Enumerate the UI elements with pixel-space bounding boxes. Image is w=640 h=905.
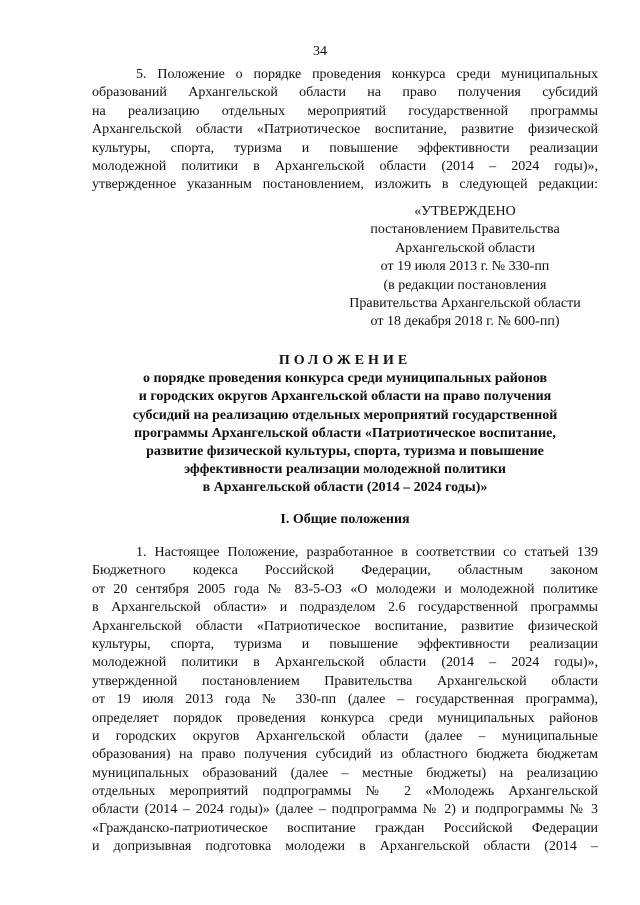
intro-line: утвержденное указанным постановлением, изложить в следующей редакции: xyxy=(92,177,598,193)
clause-line: и допризывная подготовка молодежи в Архангельской области (2014 – xyxy=(92,839,598,855)
title-line: о порядке проведения конкурса среди муниципальных районов xyxy=(142,371,548,387)
clause-line: отдельных мероприятий подпрограммы № 2 «Молодежь Архангельской xyxy=(92,784,598,800)
clause-line: муниципальных образований (далее – местные бюджеты) на реализацию xyxy=(92,765,598,781)
title-line: программы Архангельской области «Патриотическое воспитание, xyxy=(134,425,556,441)
clause-line: «Гражданско-патриотическое воспитание граждан Российской Федерации xyxy=(92,820,598,836)
clause-line: определяет порядок проведения конкурса среди муниципальных районов xyxy=(92,710,598,726)
section-heading: I. Общие положения xyxy=(280,512,410,527)
clause-line: культуры, спорта, туризма и повышение эффективности реализации xyxy=(92,636,598,652)
intro-line: Архангельской области «Патриотическое воспитание, развитие физической xyxy=(92,122,598,138)
clause-line: Бюджетного кодекса Российской Федерации, областным законом xyxy=(92,563,598,579)
document-type: ПОЛОЖЕНИЕ xyxy=(278,353,412,368)
approval-line: Архангельской области xyxy=(395,240,535,256)
clause-line: 1. Настоящее Положение, разработанное в соответствии со статьей 139 xyxy=(136,545,598,560)
approval-line: от 18 декабря 2018 г. № 600-пп) xyxy=(370,314,560,330)
approval-stamp xyxy=(330,203,600,332)
clause-line: от 20 сентября 2005 года № 83-5-ОЗ «О молодежи и молодежной политике xyxy=(92,581,598,597)
intro-line: образований Архангельской области на право получения субсидий xyxy=(92,85,598,101)
approval-line: Правительства Архангельской области xyxy=(349,295,581,311)
title-line: и городских округов Архангельской области на право получения xyxy=(138,389,552,405)
clause-1-paragraph xyxy=(92,544,598,857)
clause-line: от 19 июля 2013 года № 330-пп (далее – государственная программа), xyxy=(92,692,598,708)
title-line: в Архангельской области (2014 – 2024 годы)» xyxy=(202,480,488,496)
title-line: эффективности реализации молодежной политики xyxy=(184,462,506,478)
clause-line: области (2014 – 2024 годы)» (далее – подпрограмма № 2) и подпрограммы № 3 xyxy=(92,802,598,818)
approval-line: постановлением Правительства xyxy=(370,222,560,238)
clause-line: Архангельской области «Патриотическое воспитание, развитие физической xyxy=(92,618,598,634)
title-line: развитие физической культуры, спорта, туризма и повышение xyxy=(146,443,544,459)
clause-line: утвержденной постановлением Правительства Архангельской области xyxy=(92,673,598,689)
approval-line: от 19 июля 2013 г. № 330-пп xyxy=(380,259,550,275)
intro-paragraph xyxy=(92,66,598,195)
intro-line: молодежной политики в Архангельской области (2014 – 2024 годы)», xyxy=(92,158,598,174)
title-line: субсидий на реализацию отдельных мероприятий государственной xyxy=(132,407,558,423)
intro-line: культуры, спорта, туризма и повышение эффективности реализации xyxy=(92,140,598,156)
page-number: 34 xyxy=(313,44,327,59)
clause-line: молодежной политики в Архангельской области (2014 – 2024 годы)», xyxy=(92,655,598,671)
approval-line: (в редакции постановления xyxy=(383,277,547,293)
clause-line: и городских округов Архангельской области (далее – муниципальные xyxy=(92,728,598,744)
intro-line: на реализацию отдельных мероприятий государственной программы xyxy=(92,103,598,119)
document-title xyxy=(80,352,610,498)
clause-line: в Архангельской области» и подразделом 2.6 государственной программы xyxy=(92,600,598,616)
clause-line: образования) на право получения субсидий из областного бюджета бюджетам xyxy=(92,747,598,763)
intro-line: 5. Положение о порядке проведения конкурса среди муниципальных xyxy=(136,67,598,82)
approval-line: «УТВЕРЖДЕНО xyxy=(414,204,516,219)
